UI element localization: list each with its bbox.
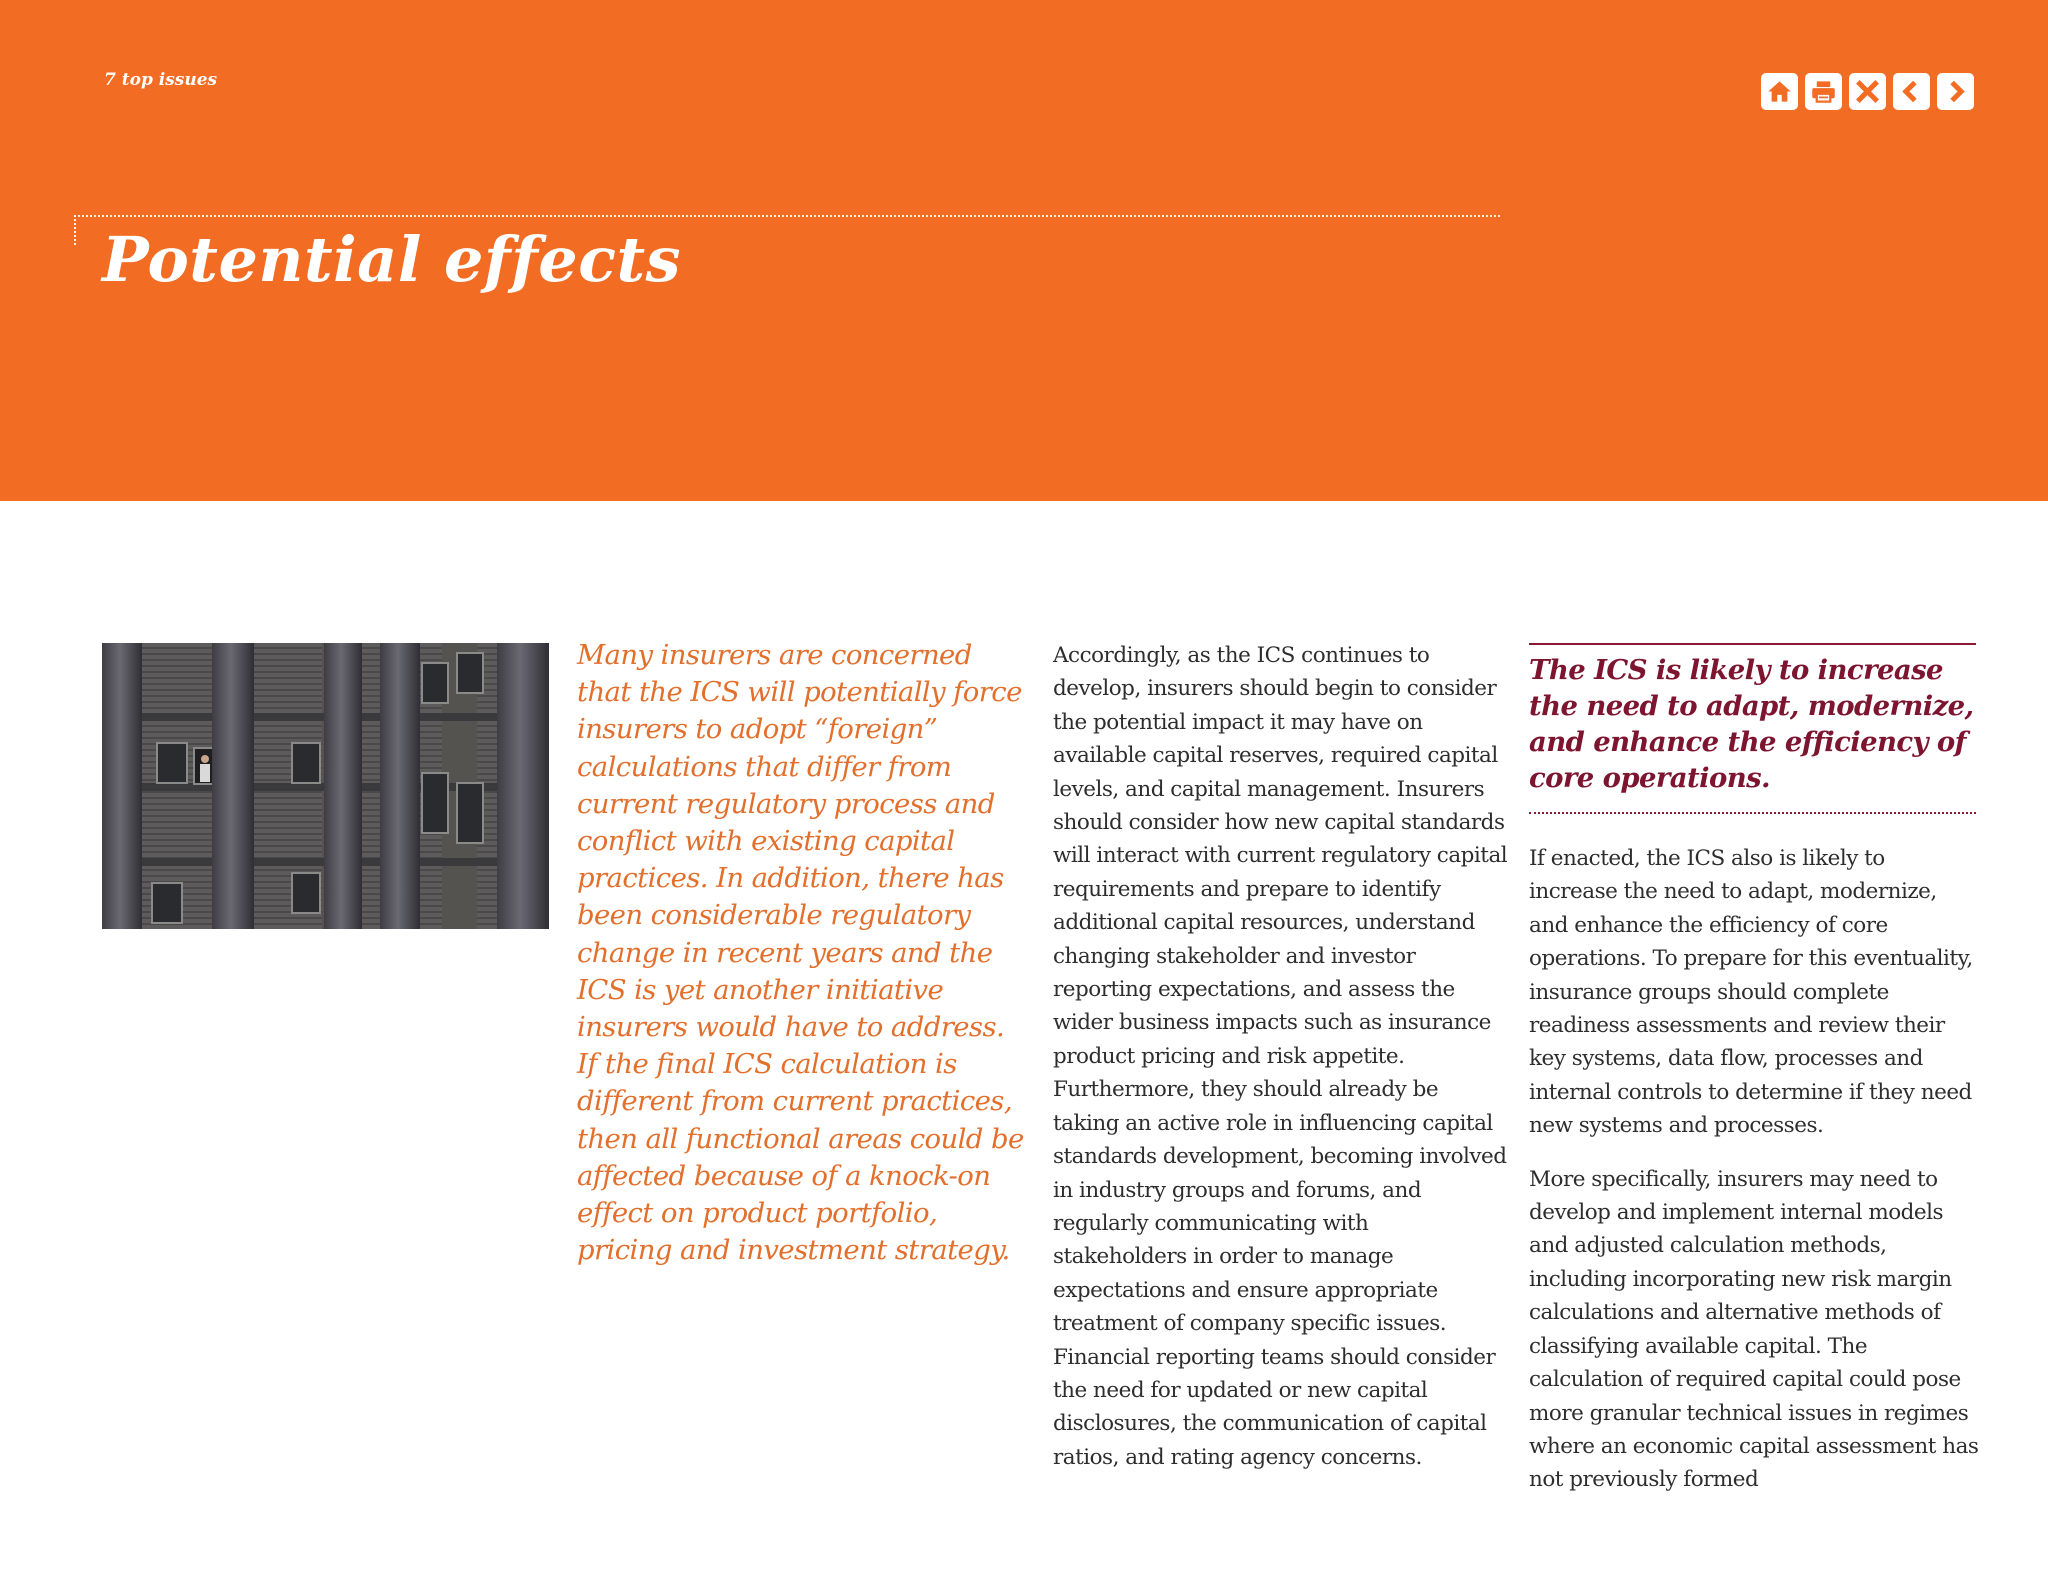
header-banner	[0, 0, 2048, 501]
title-dotted-tick	[74, 215, 76, 245]
page-title: Potential effects	[102, 223, 682, 296]
body-column-2	[1053, 639, 1508, 1474]
callout-quote: The ICS is likely to increase the need to adapt, modernize, and enhance the efficiency of core operations.	[1529, 654, 1974, 794]
print-button[interactable]	[1805, 73, 1842, 110]
section-label: 7 top issues	[104, 70, 218, 90]
print-icon	[1810, 78, 1837, 105]
title-dotted-rule	[74, 215, 1500, 217]
previous-page-button[interactable]	[1893, 73, 1930, 110]
home-icon	[1766, 78, 1793, 105]
body-paragraph: If enacted, the ICS also is likely to increase the need to adapt, modernize, and enhance the efficiency of core operations. To prepare for this eventuality, insurance groups should complete readiness assessments and review their key systems, data flow, processes and internal controls to determine if they need new systems and processes.	[1529, 846, 1973, 1139]
office-building-window-photo	[102, 643, 549, 929]
chevron-left-icon	[1898, 78, 1925, 105]
office-building-photo	[102, 643, 549, 929]
navigation-toolbar	[1761, 73, 1974, 110]
body-column-3	[1529, 842, 1979, 1497]
home-button[interactable]	[1761, 73, 1798, 110]
callout-top-rule	[1529, 643, 1976, 645]
chevron-right-icon	[1942, 78, 1969, 105]
close-button[interactable]	[1849, 73, 1886, 110]
next-page-button[interactable]	[1937, 73, 1974, 110]
body-paragraph: Accordingly, as the ICS continues to develop, insurers should begin to consider the potential impact it may have on available capital reserves, required capital levels, and capital management. Insurers should consider how new capital standards will interact with current regulatory capital requirements and prepare to identify additional capital resources, understand changing stakeholder and investor reporting expectations, and assess the wider business impacts such as insurance product pricing and risk appetite. Furthermore, they should already be taking an active role in influencing capital standards development, becoming involved in industry groups and forums, and regularly communicating with stakeholders in order to manage expectations and ensure appropriate treatment of company specific issues. Financial reporting teams should consider the need for updated or new capital disclosures, the communication of capital ratios, and rating agency concerns.	[1053, 643, 1508, 1470]
close-icon	[1854, 78, 1881, 105]
pull-quote: Many insurers are concerned that the ICS will potentially force insurers to adopt “foreign” calculations that differ from current regulatory process and conflict with existing capital practices. In addition, there has been considerable regulatory change in recent years and the ICS is yet another initiative insurers would have to address. If the final ICS calculation is different from current practices, then all functional areas could be affected because of a knock-on effect on product portfolio, pricing and investment strategy.	[577, 639, 1024, 1267]
body-paragraph: More specifically, insurers may need to develop and implement internal models and adjusted calculation methods, including incorporating new risk margin calculations and alternative methods of classifying available capital. The calculation of required capital could pose more granular technical issues in regimes where an economic capital assessment has not previously formed	[1529, 1166, 1979, 1493]
callout-bottom-rule	[1529, 812, 1976, 814]
